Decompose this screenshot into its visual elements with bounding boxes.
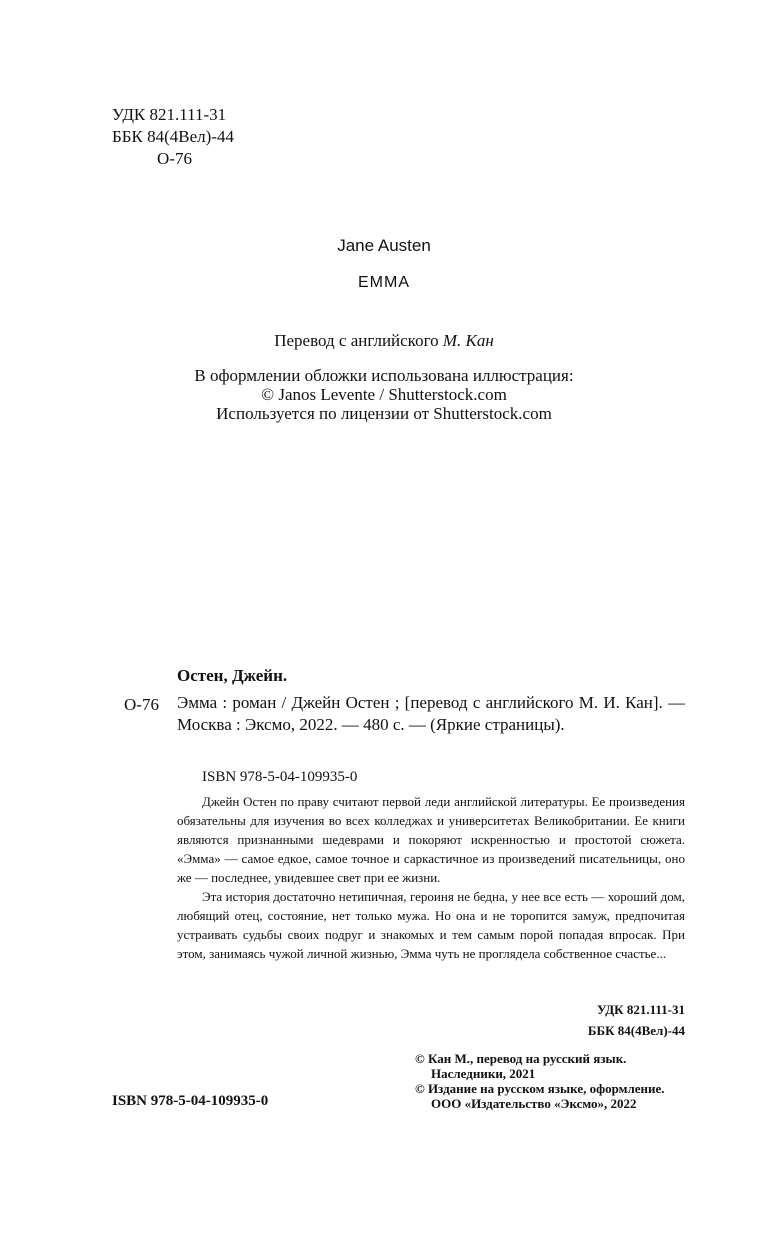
udk-code: УДК 821.111-31	[112, 105, 227, 124]
abstract-paragraph-1: Джейн Остен по праву считают первой леди английской литературы. Ее произведения обязательны для изучения во всех колледжах и университетах Великобритании. Ее книги являются признанными шедеврами и покоряют искренностью и простотой сюжета. «Эмма» — самое едкое, самое точное и саркастичное из произведений писательницы, оно же — последнее, увидевшее свет при ее жизни.	[177, 794, 685, 885]
translation-credit	[0, 331, 768, 351]
book-abstract	[177, 792, 685, 963]
copyright-publisher: ООО «Издательство «Эксмо», 2022	[431, 1096, 637, 1111]
cover-credit-line-1: В оформлении обложки использована иллюстрация:	[194, 366, 574, 385]
copyright-block	[415, 1051, 665, 1111]
copyright-edition: © Издание на русском языке, оформление.	[415, 1081, 665, 1096]
bbk-code: ББК 84(4Вел)-44	[112, 127, 234, 146]
isbn-bottom: ISBN 978-5-04-109935-0	[112, 1093, 269, 1109]
catalog-description: Эмма : роман / Джейн Остен ; [перевод с английского М. И. Кан]. — Москва : Эксмо, 2022. — 480 с. — (Яркие страницы).	[177, 693, 685, 734]
author-name-english: Jane Austen	[337, 236, 431, 255]
cover-credit-line-2: © Janos Levente / Shutterstock.com	[261, 385, 507, 404]
copyright-heirs: Наследники, 2021	[431, 1066, 536, 1081]
cover-credit-line-3: Используется по лицензии от Shutterstock.com	[216, 404, 552, 423]
catalog-author: Остен, Джейн.	[177, 666, 288, 685]
catalog-index: О-76	[124, 695, 159, 714]
catalog-codes	[588, 999, 685, 1041]
catalog-udk: УДК 821.111-31	[597, 1002, 685, 1017]
catalog-isbn: ISBN 978-5-04-109935-0	[202, 769, 358, 785]
abstract-paragraph-2: Эта история достаточно нетипичная, героиня не бедна, у нее все есть — хороший дом, любящий отец, состояние, нет только мужа. Но она и не торопится замуж, предпочитая устраивать судьбы своих подруг и знакомых и тем самым порой попадая впросак. При этом, занимаясь чужой личной жизнью, Эмма чуть не проглядела собственное счастье...	[177, 889, 685, 961]
book-title-english: EMMA	[358, 274, 410, 291]
catalog-bbk: ББК 84(4Вел)-44	[587, 1023, 685, 1038]
translator-name: М. Кан	[442, 331, 494, 350]
translation-prefix: Перевод с английского	[274, 331, 439, 350]
copyright-translation: © Кан М., перевод на русский язык.	[415, 1051, 627, 1066]
author-mark: О-76	[157, 149, 192, 168]
